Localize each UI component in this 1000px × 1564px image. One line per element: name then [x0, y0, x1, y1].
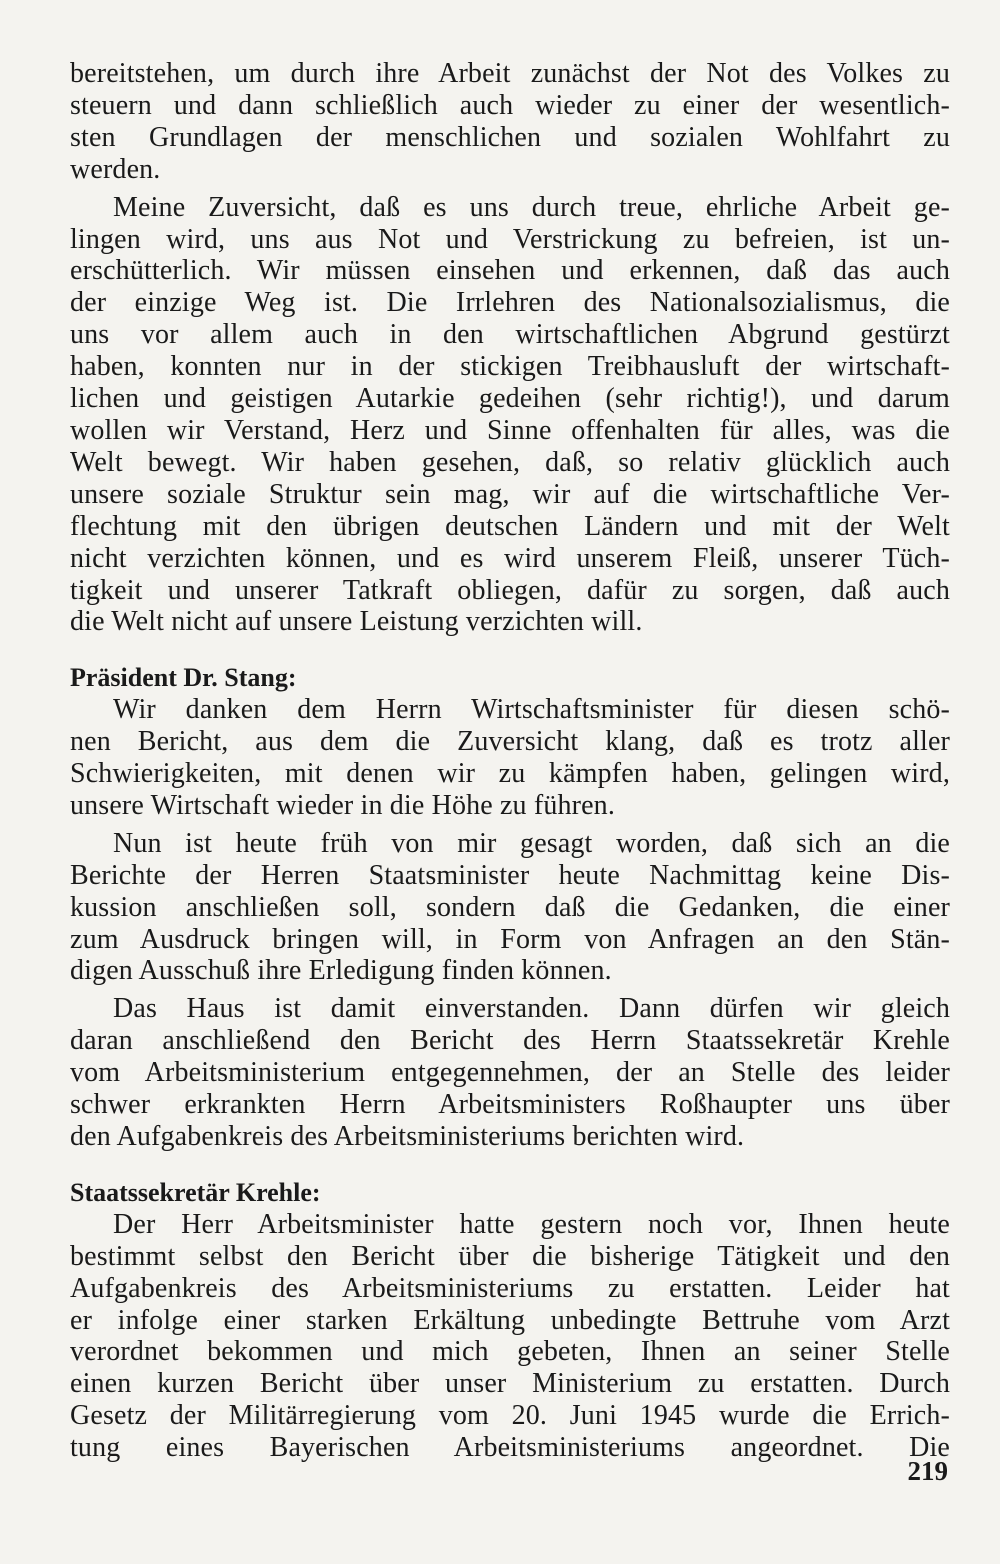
- text-line: steuern und dann schließlich auch wieder zu einer der wesentlich-: [70, 89, 950, 121]
- text-line: unsere soziale Struktur sein mag, wir auf die wirtschaftliche Ver-: [70, 478, 950, 510]
- paragraph: [70, 58, 950, 186]
- text-line: Welt bewegt. Wir haben gesehen, daß, so relativ glücklich auch: [70, 446, 950, 478]
- text-line: Berichte der Herren Staatsminister heute Nachmittag keine Dis-: [70, 859, 950, 891]
- text-line: der einzige Weg ist. Die Irrlehren des Nationalsozialismus, die: [70, 287, 950, 319]
- text-line: kussion anschließen soll, sondern daß die Gedanken, die einer: [70, 891, 950, 923]
- document-page: [70, 58, 950, 1498]
- text-line: schwer erkrankten Herrn Arbeitsministers Roßhaupter uns über: [70, 1089, 950, 1121]
- text-line: flechtung mit den übrigen deutschen Ländern und mit der Welt: [70, 510, 950, 542]
- text-line: nicht verzichten können, und es wird unserem Fleiß, unserer Tüch-: [70, 542, 950, 574]
- text-line: digen Ausschuß ihre Erledigung finden können.: [70, 955, 612, 987]
- text-line: er infolge einer starken Erkältung unbedingte Bettruhe vom Arzt: [70, 1304, 950, 1336]
- text-section-1: [70, 58, 950, 638]
- text-line: Gesetz der Militärregierung vom 20. Juni 1945 wurde die Errich-: [70, 1400, 950, 1432]
- text-line: zum Ausdruck bringen will, in Form von Anfragen an den Stän-: [70, 923, 950, 955]
- paragraph: [70, 1209, 950, 1464]
- text-line: tigkeit und unserer Tatkraft obliegen, dafür zu sorgen, daß auch: [70, 574, 950, 606]
- text-line: haben, konnten nur in der stickigen Treibhausluft der wirtschaft-: [70, 351, 950, 383]
- paragraph: [70, 828, 950, 988]
- text-line: einen kurzen Bericht über unser Ministerium zu erstatten. Durch: [70, 1368, 950, 1400]
- text-line: unsere Wirtschaft wieder in die Höhe zu führen.: [70, 789, 615, 821]
- text-line: Nun ist heute früh von mir gesagt worden, daß sich an die: [113, 827, 950, 859]
- text-line: sten Grundlagen der menschlichen und sozialen Wohlfahrt zu: [70, 121, 950, 153]
- text-line: Aufgabenkreis des Arbeitsministeriums zu erstatten. Leider hat: [70, 1272, 950, 1304]
- text-line: werden.: [70, 153, 161, 185]
- text-line: tung eines Bayerischen Arbeitsministeriums angeordnet. Die: [70, 1432, 950, 1464]
- text-line: Wir danken dem Herrn Wirtschaftsminister für diesen schö-: [113, 694, 950, 726]
- text-line: vom Arbeitsministerium entgegennehmen, der an Stelle des leider: [70, 1057, 950, 1089]
- text-line: Das Haus ist damit einverstanden. Dann dürfen wir gleich: [113, 993, 950, 1025]
- text-line: uns vor allem auch in den wirtschaftlichen Abgrund gestürzt: [70, 319, 950, 351]
- text-line: die Welt nicht auf unsere Leistung verzichten will.: [70, 606, 643, 638]
- text-section-3: [70, 1209, 950, 1464]
- text-line: Der Herr Arbeitsminister hatte gestern noch vor, Ihnen heute: [113, 1208, 950, 1240]
- text-line: Meine Zuversicht, daß es uns durch treue, ehrliche Arbeit ge-: [113, 191, 950, 223]
- text-line: verordnet bekommen und mich gebeten, Ihnen an seiner Stelle: [70, 1336, 950, 1368]
- text-line: wollen wir Verstand, Herz und Sinne offenhalten für alles, was die: [70, 414, 950, 446]
- text-line: nen Bericht, aus dem die Zuversicht klang, daß es trotz aller: [70, 726, 950, 758]
- text-line: lingen wird, uns aus Not und Verstrickung zu befreien, ist un-: [70, 223, 950, 255]
- text-line: den Aufgabenkreis des Arbeitsministeriums berichten wird.: [70, 1121, 745, 1152]
- paragraph: [70, 694, 950, 822]
- speaker-heading-stang: Präsident Dr. Stang:: [70, 663, 297, 693]
- text-line: erschütterlich. Wir müssen einsehen und erkennen, daß das auch: [70, 255, 950, 287]
- text-section-2: [70, 694, 950, 1153]
- speaker-heading-krehle: Staatssekretär Krehle:: [70, 1177, 321, 1207]
- text-line: bestimmt selbst den Bericht über die bisherige Tätigkeit und den: [70, 1240, 950, 1272]
- text-line: bereitstehen, um durch ihre Arbeit zunächst der Not des Volkes zu: [70, 58, 950, 89]
- text-line: daran anschließend den Bericht des Herrn Staatssekretär Krehle: [70, 1025, 950, 1057]
- text-line: lichen und geistigen Autarkie gedeihen (sehr richtig!), und darum: [70, 383, 950, 415]
- paragraph: [70, 192, 950, 639]
- paragraph: [70, 993, 950, 1153]
- text-line: Schwierigkeiten, mit denen wir zu kämpfen haben, gelingen wird,: [70, 758, 950, 790]
- page-number: 219: [907, 1456, 948, 1486]
